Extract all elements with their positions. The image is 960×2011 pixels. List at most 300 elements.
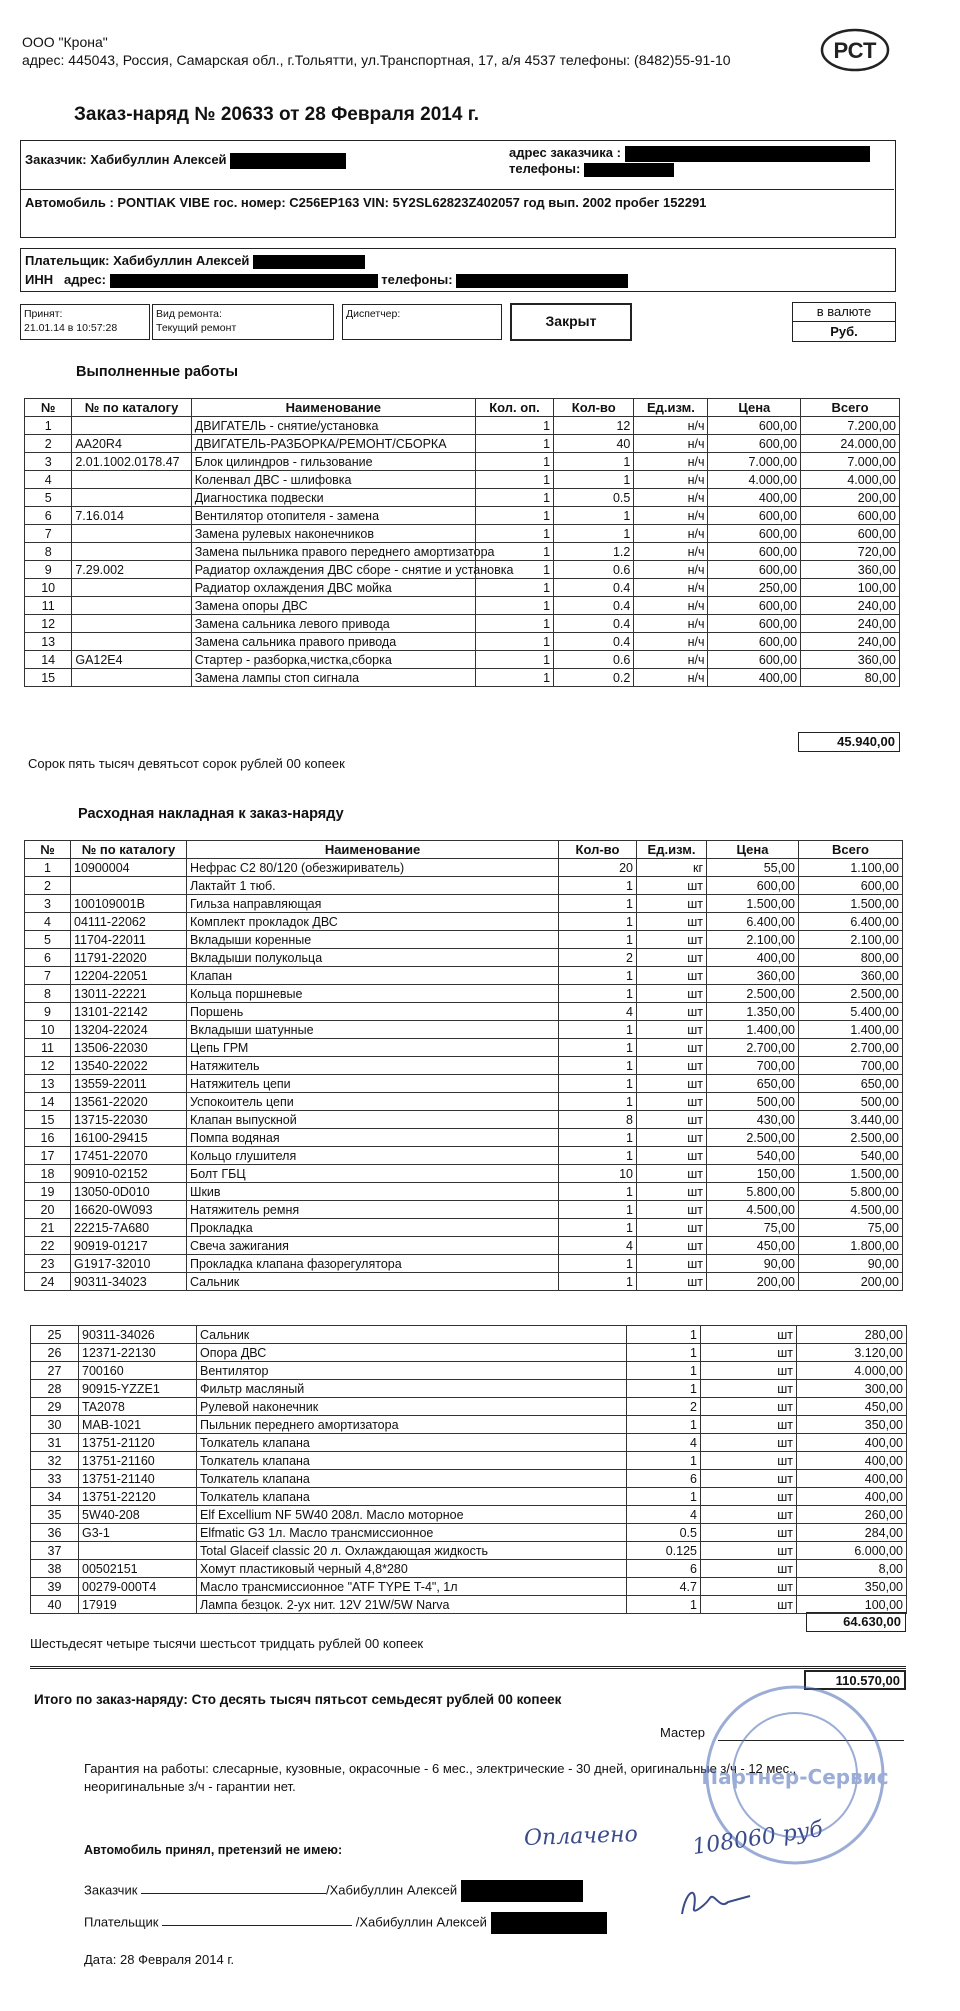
master-label: Мастер — [660, 1725, 705, 1740]
table-cell: Толкатель клапана — [197, 1434, 627, 1452]
table-cell: 1 — [559, 1039, 637, 1057]
table-cell: 1 — [554, 507, 634, 525]
table-cell: Прокладка — [187, 1219, 559, 1237]
table-cell: 400,00 — [797, 1470, 907, 1488]
table-cell: 350,00 — [797, 1578, 907, 1596]
table-cell: н/ч — [634, 615, 708, 633]
table-cell: Масло трансмиссионное "ATF TYPE T-4", 1л — [197, 1578, 627, 1596]
redacted-block — [491, 1912, 607, 1934]
table-cell: 11791-22020 — [71, 949, 187, 967]
table-cell: 7.200,00 — [801, 417, 900, 435]
table-cell: 1 — [554, 453, 634, 471]
table-cell: 1 — [627, 1488, 701, 1506]
table-cell: 33 — [31, 1470, 79, 1488]
table-cell: шт — [637, 1111, 707, 1129]
table-cell: 17919 — [79, 1596, 197, 1614]
table-cell: шт — [637, 1183, 707, 1201]
table-cell: н/ч — [634, 561, 708, 579]
table-cell: 6.000,00 — [797, 1542, 907, 1560]
table-cell — [72, 417, 191, 435]
table-cell: 0.4 — [554, 633, 634, 651]
table-cell: 15 — [25, 669, 72, 687]
table-cell: 12 — [554, 417, 634, 435]
table-cell: 11 — [25, 1039, 71, 1057]
table-cell: Пыльник переднего амортизатора — [197, 1416, 627, 1434]
table-cell: 23 — [25, 1255, 71, 1273]
table-cell: шт — [637, 1093, 707, 1111]
table-cell: Сальник — [187, 1273, 559, 1291]
table-cell: шт — [637, 1255, 707, 1273]
table-cell: шт — [637, 1165, 707, 1183]
grand-total: 110.570,00 — [804, 1670, 906, 1690]
table-cell: 720,00 — [801, 543, 900, 561]
table-cell: 1 — [559, 1201, 637, 1219]
table-cell: 13751-21160 — [79, 1452, 197, 1470]
table-cell: 400,00 — [708, 489, 801, 507]
table-cell: 16620-0W093 — [71, 1201, 187, 1219]
table-cell: 200,00 — [801, 489, 900, 507]
table-cell: шт — [701, 1452, 797, 1470]
table-cell: 700,00 — [707, 1057, 799, 1075]
table-cell: Замена рулевых наконечников — [191, 525, 475, 543]
table-cell: 55,00 — [707, 859, 799, 877]
table-cell: 14 — [25, 651, 72, 669]
table-cell: 250,00 — [708, 579, 801, 597]
table-cell: 5.400,00 — [799, 1003, 903, 1021]
table-cell: Elf Excellium NF 5W40 208л. Масло моторное — [197, 1506, 627, 1524]
table-cell: 29 — [31, 1398, 79, 1416]
table-cell: 18 — [25, 1165, 71, 1183]
customer-name: Хабибуллин Алексей — [90, 152, 227, 167]
customer-sign-name: /Хабибуллин Алексей — [326, 1882, 458, 1898]
status-badge: Закрыт — [510, 303, 632, 341]
table-cell: 400,00 — [797, 1452, 907, 1470]
table-cell: 1.400,00 — [707, 1021, 799, 1039]
dispatcher-box — [342, 304, 502, 340]
table-cell: 38 — [31, 1560, 79, 1578]
table-row — [25, 615, 900, 633]
payer-address-label: адрес: — [63, 272, 107, 287]
table-cell: 39 — [31, 1578, 79, 1596]
table-cell: 9 — [25, 1003, 71, 1021]
table-cell: 4 — [559, 1237, 637, 1255]
warranty-text: Гарантия на работы: слесарные, кузовные, окрасочные - 6 мес., электрические - 30 дней, оригинальные з/ч - 12 мес., неоригинальные з/ч - гарантии нет. — [84, 1761, 797, 1794]
table-cell: 1.800,00 — [799, 1237, 903, 1255]
repair-type-box — [152, 304, 334, 340]
currency-label: в валюте — [793, 303, 895, 322]
table-cell: G1917-32010 — [71, 1255, 187, 1273]
table-cell: 1 — [475, 435, 553, 453]
table-cell: 1 — [475, 417, 553, 435]
table-cell: 600,00 — [707, 877, 799, 895]
table-cell: шт — [637, 1021, 707, 1039]
table-cell: 2.01.1002.0178.47 — [72, 453, 191, 471]
parts-header-cell: Всего — [799, 841, 903, 859]
payer-box — [20, 248, 896, 292]
table-cell: шт — [701, 1398, 797, 1416]
table-cell: кг — [637, 859, 707, 877]
table-cell: шт — [701, 1416, 797, 1434]
table-cell: 600,00 — [708, 417, 801, 435]
gost-mark-icon — [820, 28, 890, 72]
table-cell: Замена лампы стоп сигнала — [191, 669, 475, 687]
table-cell: 26 — [31, 1344, 79, 1362]
table-cell: 1 — [475, 543, 553, 561]
table-row — [25, 1039, 903, 1057]
table-cell: 5.800,00 — [799, 1183, 903, 1201]
table-cell: 350,00 — [797, 1416, 907, 1434]
table-row — [31, 1452, 907, 1470]
parts-header-cell: Ед.изм. — [637, 841, 707, 859]
table-cell: 1 — [559, 967, 637, 985]
table-cell: 22215-7A680 — [71, 1219, 187, 1237]
table-cell: н/ч — [634, 525, 708, 543]
table-cell: шт — [637, 1057, 707, 1075]
customer-sign-row — [84, 1880, 583, 1902]
table-cell: 1 — [554, 471, 634, 489]
table-cell: 0.5 — [554, 489, 634, 507]
table-row — [25, 507, 900, 525]
table-cell: Помпа водяная — [187, 1129, 559, 1147]
table-cell: Рулевой наконечник — [197, 1398, 627, 1416]
customer-phones-label: телефоны: — [509, 161, 581, 176]
company-stamp — [700, 1680, 890, 1870]
table-cell: Вкладыши полукольца — [187, 949, 559, 967]
table-cell: 0.4 — [554, 579, 634, 597]
table-cell: 400,00 — [797, 1434, 907, 1452]
table-cell: Диагностика подвески — [191, 489, 475, 507]
table-cell: Вкладыши шатунные — [187, 1021, 559, 1039]
table-cell: н/ч — [634, 633, 708, 651]
parts-total-words: Шестьдесят четыре тысячи шестьсот тридцать рублей 00 копеек — [30, 1636, 424, 1651]
table-cell: 240,00 — [801, 597, 900, 615]
table-cell: н/ч — [634, 417, 708, 435]
table-cell: Опора ДВС — [197, 1344, 627, 1362]
table-cell: 7 — [25, 525, 72, 543]
payer-name: Хабибуллин Алексей — [113, 253, 250, 268]
table-cell: 36 — [31, 1524, 79, 1542]
table-cell: Толкатель клапана — [197, 1488, 627, 1506]
table-cell: 400,00 — [708, 669, 801, 687]
table-cell: 1 — [627, 1452, 701, 1470]
table-cell: 2 — [627, 1398, 701, 1416]
table-cell: Замена сальника левого привода — [191, 615, 475, 633]
table-cell: 40 — [31, 1596, 79, 1614]
table-cell: Толкатель клапана — [197, 1452, 627, 1470]
table-cell: Натяжитель — [187, 1057, 559, 1075]
table-cell: 90,00 — [707, 1255, 799, 1273]
table-cell: 7.16.014 — [72, 507, 191, 525]
table-cell: Хомут пластиковый черный 4,8*280 — [197, 1560, 627, 1578]
table-row — [25, 1237, 903, 1255]
signature-mark — [676, 1880, 756, 1920]
handwritten-paid: Оплачено — [523, 1822, 639, 1851]
redacted-block — [230, 153, 346, 169]
table-cell: 1 — [627, 1416, 701, 1434]
payer-sign-label: Плательщик — [84, 1914, 159, 1930]
table-cell: шт — [701, 1326, 797, 1344]
table-cell: н/ч — [634, 435, 708, 453]
table-cell: 2.500,00 — [707, 1129, 799, 1147]
table-cell: 17 — [25, 1147, 71, 1165]
table-row — [31, 1470, 907, 1488]
table-cell: 13751-22120 — [79, 1488, 197, 1506]
table-cell: 1 — [475, 579, 553, 597]
table-cell: 3.440,00 — [799, 1111, 903, 1129]
table-cell: 0.4 — [554, 597, 634, 615]
table-cell: 540,00 — [707, 1147, 799, 1165]
table-cell: 360,00 — [801, 651, 900, 669]
table-cell: 1.2 — [554, 543, 634, 561]
table-cell: Радиатор охлаждения ДВС сборе - снятие и установка — [191, 561, 475, 579]
table-cell — [79, 1542, 197, 1560]
table-cell: 1 — [559, 877, 637, 895]
table-row — [25, 1093, 903, 1111]
table-row — [25, 895, 903, 913]
table-cell: 430,00 — [707, 1111, 799, 1129]
table-cell: 450,00 — [707, 1237, 799, 1255]
table-cell: 13540-22022 — [71, 1057, 187, 1075]
table-row — [25, 877, 903, 895]
table-cell: 4 — [559, 1003, 637, 1021]
table-cell: шт — [637, 1039, 707, 1057]
table-cell: 240,00 — [801, 633, 900, 651]
table-cell: 12371-22130 — [79, 1344, 197, 1362]
table-row — [31, 1416, 907, 1434]
table-cell: 0.6 — [554, 651, 634, 669]
table-cell: Шкив — [187, 1183, 559, 1201]
table-row — [25, 1183, 903, 1201]
table-cell: 13204-22024 — [71, 1021, 187, 1039]
table-row — [25, 1165, 903, 1183]
table-cell: 540,00 — [799, 1147, 903, 1165]
table-cell: Цепь ГРМ — [187, 1039, 559, 1057]
table-cell: Кольца поршневые — [187, 985, 559, 1003]
table-cell: 80,00 — [801, 669, 900, 687]
table-cell: 2 — [25, 877, 71, 895]
table-cell: н/ч — [634, 489, 708, 507]
table-cell: 6 — [627, 1560, 701, 1578]
table-cell: 2.500,00 — [707, 985, 799, 1003]
table-cell: шт — [637, 1147, 707, 1165]
table-row — [25, 1201, 903, 1219]
table-row — [31, 1326, 907, 1344]
table-cell: 7 — [25, 967, 71, 985]
table-cell: 35 — [31, 1506, 79, 1524]
table-cell: 700,00 — [799, 1057, 903, 1075]
table-cell: 7.000,00 — [708, 453, 801, 471]
table-cell — [72, 525, 191, 543]
table-cell: 600,00 — [708, 615, 801, 633]
table-row — [25, 949, 903, 967]
table-cell: 100,00 — [797, 1596, 907, 1614]
table-cell: 2.100,00 — [799, 931, 903, 949]
table-cell: 1 — [559, 1129, 637, 1147]
table-cell: 9 — [25, 561, 72, 579]
customer-address-label: адрес заказчика : — [509, 145, 621, 160]
table-row — [25, 1129, 903, 1147]
table-cell: 200,00 — [799, 1273, 903, 1291]
table-cell: н/ч — [634, 543, 708, 561]
table-cell: 1.500,00 — [707, 895, 799, 913]
repair-type-label: Вид ремонта: — [156, 308, 222, 320]
table-row — [25, 1219, 903, 1237]
table-row — [25, 1003, 903, 1021]
car-details: Автомобиль : PONTIAK VIBE гос. номер: С256ЕР163 VIN: 5Y2SL62823Z402057 год вып. 2002 пробег 152291 — [25, 195, 707, 210]
table-cell: 1 — [25, 417, 72, 435]
table-cell: 1 — [475, 597, 553, 615]
table-row — [25, 859, 903, 877]
customer-box — [20, 140, 896, 238]
table-cell: Гильза направляющая — [187, 895, 559, 913]
table-cell: Elfmatic G3 1л. Масло трансмиссионное — [197, 1524, 627, 1542]
company-name: ООО "Крона" — [22, 34, 108, 50]
table-row — [25, 1111, 903, 1129]
table-cell: 13751-21120 — [79, 1434, 197, 1452]
document-title: Заказ-наряд № 20633 от 28 Февраля 2014 г. — [74, 104, 479, 125]
table-cell: Лампа безцок. 2-ух нит. 12V 21W/5W Narva — [197, 1596, 627, 1614]
table-cell: 1 — [475, 615, 553, 633]
table-cell: 5 — [25, 931, 71, 949]
table-cell: шт — [637, 949, 707, 967]
payer-phones-label: телефоны: — [381, 272, 453, 287]
payer-sign-name: /Хабибуллин Алексей — [355, 1914, 487, 1930]
table-cell: шт — [637, 985, 707, 1003]
table-cell: 1 — [559, 985, 637, 1003]
table-cell: 200,00 — [707, 1273, 799, 1291]
table-cell: 2 — [559, 949, 637, 967]
redacted-block — [253, 255, 365, 269]
table-row — [25, 525, 900, 543]
table-cell: шт — [701, 1578, 797, 1596]
table-cell: шт — [701, 1542, 797, 1560]
payer-sign-row — [84, 1912, 607, 1934]
table-cell: 00279-000T4 — [79, 1578, 197, 1596]
table-cell: Вкладыши коренные — [187, 931, 559, 949]
table-row — [31, 1362, 907, 1380]
table-cell: Свеча зажигания — [187, 1237, 559, 1255]
table-cell: 16100-29415 — [71, 1129, 187, 1147]
table-cell: 30 — [31, 1416, 79, 1434]
table-cell: 1.500,00 — [799, 895, 903, 913]
table-cell: шт — [701, 1506, 797, 1524]
table-row — [25, 435, 900, 453]
table-cell: 1 — [559, 895, 637, 913]
table-cell: 1 — [475, 651, 553, 669]
table-cell: 21 — [25, 1219, 71, 1237]
redacted-block — [584, 163, 674, 177]
table-cell: 1 — [559, 1021, 637, 1039]
table-cell: 4.000,00 — [801, 471, 900, 489]
table-cell: 04111-22062 — [71, 913, 187, 931]
table-row — [31, 1380, 907, 1398]
table-cell: Лактайт 1 тюб. — [187, 877, 559, 895]
table-cell — [72, 579, 191, 597]
table-cell: 450,00 — [797, 1398, 907, 1416]
table-row — [25, 1255, 903, 1273]
table-cell: Нефрас С2 80/120 (обезжириватель) — [187, 859, 559, 877]
table-cell: 360,00 — [801, 561, 900, 579]
table-cell: 90311-34026 — [79, 1326, 197, 1344]
table-cell: 700160 — [79, 1362, 197, 1380]
table-cell: 13050-0D010 — [71, 1183, 187, 1201]
table-cell: 13506-22030 — [71, 1039, 187, 1057]
handwritten-amount: 108060 руб — [690, 1816, 825, 1861]
table-cell: 4.500,00 — [707, 1201, 799, 1219]
table-cell: 650,00 — [707, 1075, 799, 1093]
table-cell — [72, 471, 191, 489]
table-cell: 17451-22070 — [71, 1147, 187, 1165]
parts-header-cell: № — [25, 841, 71, 859]
table-cell: 4.000,00 — [708, 471, 801, 489]
table-cell: 13559-22011 — [71, 1075, 187, 1093]
table-cell: 1 — [627, 1326, 701, 1344]
table-cell: 240,00 — [801, 615, 900, 633]
table-cell: Поршень — [187, 1003, 559, 1021]
table-cell: Радиатор охлаждения ДВС мойка — [191, 579, 475, 597]
table-cell: Вентилятор отопителя - замена — [191, 507, 475, 525]
table-cell: 6 — [627, 1470, 701, 1488]
table-cell: 2.700,00 — [799, 1039, 903, 1057]
table-row — [31, 1434, 907, 1452]
table-cell: шт — [701, 1488, 797, 1506]
table-cell: 5W40-208 — [79, 1506, 197, 1524]
table-cell: шт — [637, 1273, 707, 1291]
table-cell: шт — [701, 1434, 797, 1452]
table-cell — [72, 489, 191, 507]
table-cell: 13101-22142 — [71, 1003, 187, 1021]
table-cell: 1 — [559, 931, 637, 949]
parts-header-cell: Кол-во — [559, 841, 637, 859]
table-cell: 360,00 — [707, 967, 799, 985]
table-cell: н/ч — [634, 597, 708, 615]
table-cell — [72, 633, 191, 651]
table-cell: Вентилятор — [197, 1362, 627, 1380]
grand-divider — [30, 1666, 906, 1669]
table-cell: 90910-02152 — [71, 1165, 187, 1183]
table-cell: 600,00 — [801, 507, 900, 525]
table-cell: 1.500,00 — [799, 1165, 903, 1183]
table-cell: 7.29.002 — [72, 561, 191, 579]
table-cell: 4.500,00 — [799, 1201, 903, 1219]
table-cell: 600,00 — [708, 507, 801, 525]
table-cell: 4 — [25, 913, 71, 931]
currency-box — [792, 302, 896, 342]
table-cell: Total Glaceif classic 20 л. Охлаждающая жидкость — [197, 1542, 627, 1560]
table-cell: Коленвал ДВС - шлифовка — [191, 471, 475, 489]
table-cell: 24 — [25, 1273, 71, 1291]
table-cell: Блок цилиндров - гильзование — [191, 453, 475, 471]
customer-label: Заказчик: — [25, 152, 87, 167]
table-cell: н/ч — [634, 651, 708, 669]
table-cell: 13 — [25, 633, 72, 651]
table-cell: 1.100,00 — [799, 859, 903, 877]
table-cell — [72, 615, 191, 633]
table-cell: шт — [637, 1075, 707, 1093]
table-cell: 40 — [554, 435, 634, 453]
parts-title: Расходная накладная к заказ-наряду — [78, 806, 344, 822]
table-row — [31, 1560, 907, 1578]
table-cell: 75,00 — [707, 1219, 799, 1237]
table-cell — [72, 669, 191, 687]
table-cell: 1 — [559, 1183, 637, 1201]
table-cell: 600,00 — [708, 651, 801, 669]
table-cell: 3 — [25, 453, 72, 471]
table-cell: шт — [637, 931, 707, 949]
table-cell: 4.7 — [627, 1578, 701, 1596]
table-cell: 6 — [25, 949, 71, 967]
table-cell: 800,00 — [799, 949, 903, 967]
